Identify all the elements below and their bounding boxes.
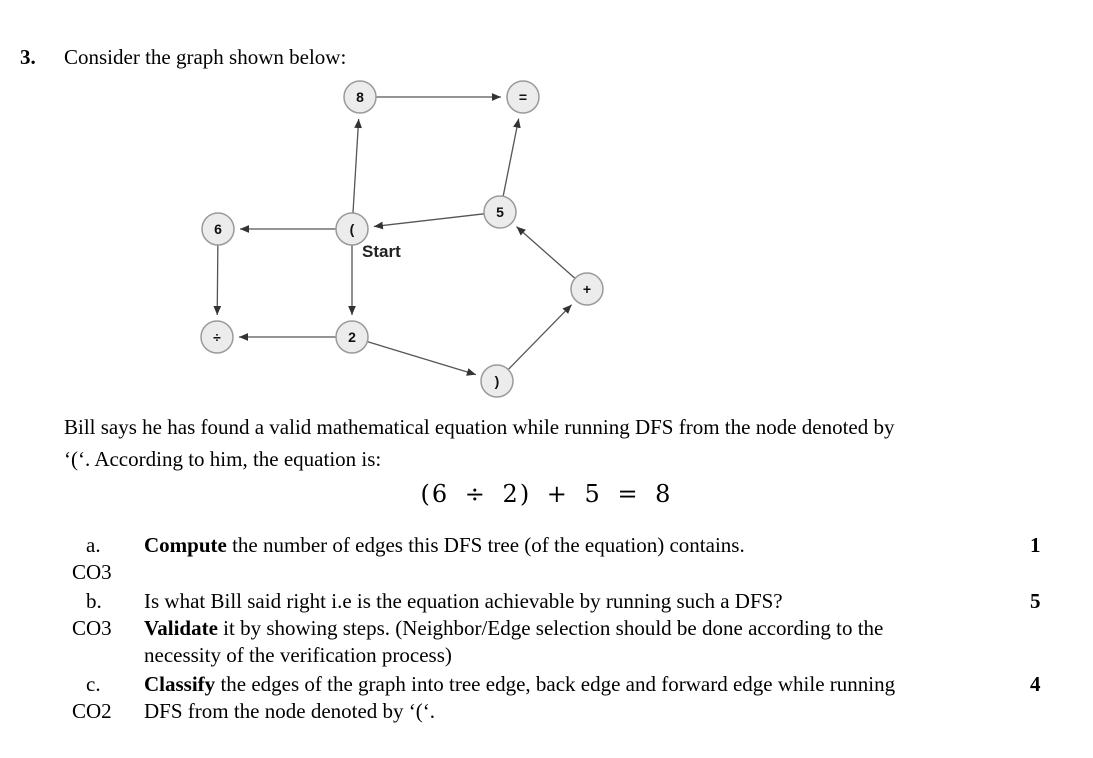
node-label: ÷ [213,329,221,345]
item-b-bold: Validate [144,616,218,640]
question-prompt: Consider the graph shown below: [64,45,347,69]
body-line-2: ‘(‘. According to him, the equation is: [64,447,382,471]
item-c-marks: 4 [1030,672,1041,696]
edge-plus-5 [516,227,575,279]
item-c-bold: Classify [144,672,216,696]
item-a-co: CO3 [72,560,112,584]
edge-rp-plus [508,305,571,370]
node-label: + [582,281,592,297]
item-a-letter: a. [86,533,101,557]
item-b-marks: 5 [1030,589,1041,613]
graph-node-2 [336,321,368,353]
graph-node-rp [481,365,513,397]
item-a-marks: 1 [1030,533,1041,557]
item-b-rest: it by showing steps. (Neighbor/Edge selection should be done according to the [217,616,884,640]
node-label: ( [349,221,355,237]
item-a-bold: Compute [144,533,227,557]
item-a-rest: the number of edges this DFS tree (of the equation) contains. [226,533,745,557]
edge-6-div [217,245,218,315]
question-number: 3. [20,45,36,69]
item-b-letter: b. [86,589,102,613]
item-c-letter: c. [86,672,101,696]
graph-node-5 [484,196,516,228]
node-label: = [518,89,528,105]
edge-5-eq [503,119,519,197]
item-c-line-1 [144,671,895,698]
item-b-line-3: necessity of the verification process) [144,643,452,667]
node-label: 5 [496,204,504,220]
item-c-co: CO2 [72,699,112,723]
graph-node-plus [571,273,603,305]
graph-node-lp [336,213,368,245]
graph-node-6 [202,213,234,245]
edge-5-lp [374,214,484,227]
equation: (6 ÷ 2) + 5 = 8 [420,480,673,508]
node-label: ) [494,373,500,389]
graph-node-eq [507,81,539,113]
item-b-co: CO3 [72,616,112,640]
start-label: Start [362,242,401,261]
edge-lp-8 [353,119,359,213]
body-line-1: Bill says he has found a valid mathematical equation while running DFS from the node denoted by [64,415,895,439]
item-c-rest: the edges of the graph into tree edge, back edge and forward edge while running [215,672,896,696]
item-b-line-2 [144,615,883,642]
graph-node-8 [344,81,376,113]
node-label: 8 [356,89,364,105]
node-label: 2 [348,329,356,345]
graph-node-div [201,321,233,353]
item-a-text [144,532,745,559]
edge-2-rp [367,342,476,375]
node-label: 6 [214,221,222,237]
item-c-line-2: DFS from the node denoted by ‘(‘. [144,699,436,723]
item-b-line-1: Is what Bill said right i.e is the equation achievable by running such a DFS? [144,589,783,613]
